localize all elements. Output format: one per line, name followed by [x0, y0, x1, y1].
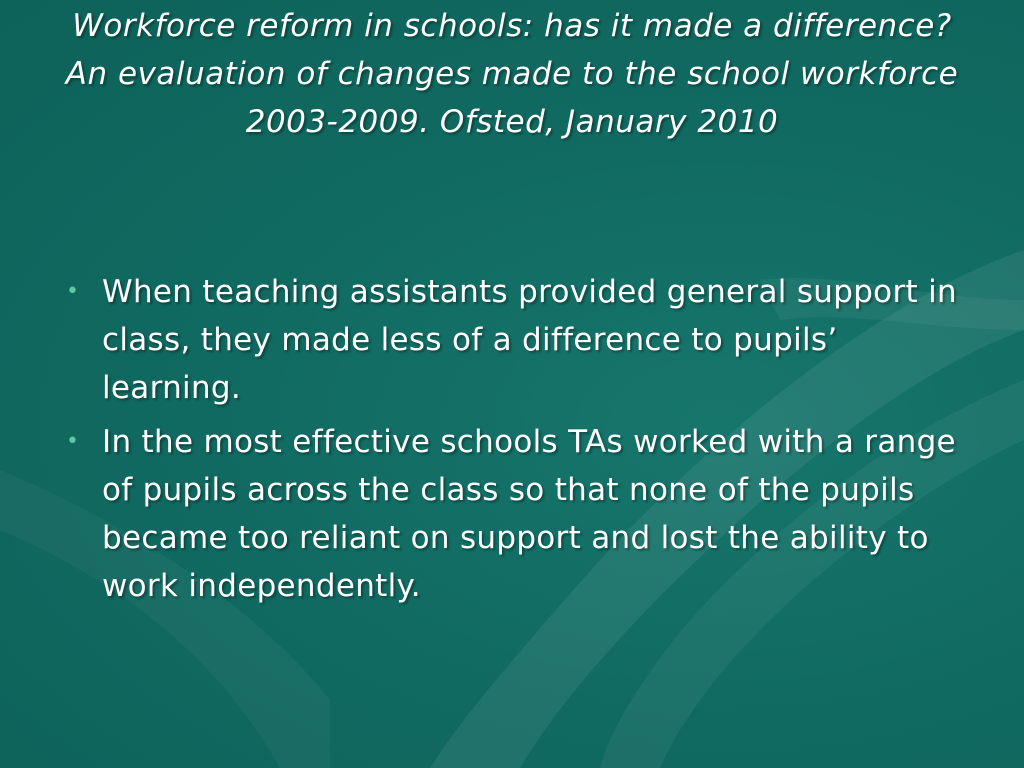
- bullet-text: When teaching assistants provided general support in class, they made less of a difference to pupils’ learning.: [102, 274, 957, 406]
- slide-title: [40, 2, 984, 146]
- bullet-item-2: [60, 418, 980, 610]
- title-line-1: Workforce reform in schools: has it made a difference?: [72, 8, 952, 44]
- bullet-text: In the most effective schools TAs worked with a range of pupils across the class so that none of the pupils became too reliant on support and lost the ability to work independently.: [102, 424, 956, 604]
- bullet-icon: •: [66, 279, 80, 304]
- bullet-list: [60, 268, 980, 610]
- bullet-item-1: [60, 268, 980, 412]
- title-line-2: An evaluation of changes made to the school workforce 2003-2009. Ofsted, January 2010: [65, 56, 959, 140]
- bullet-icon: •: [66, 429, 80, 454]
